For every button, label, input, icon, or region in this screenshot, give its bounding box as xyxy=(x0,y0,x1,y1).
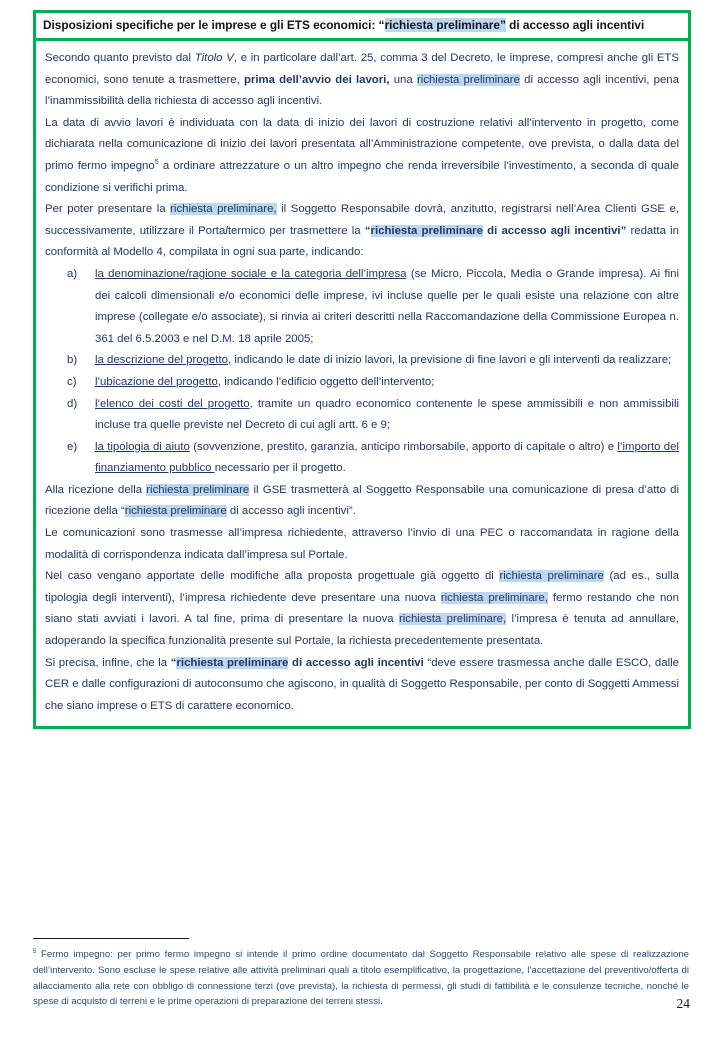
paragraph xyxy=(45,566,679,652)
text-segment: , indicando le date di inizio lavori, la previsione di fine lavori e gli interventi da realizzare; xyxy=(227,354,672,367)
list-marker: d) xyxy=(67,397,78,410)
highlighted-text: richiesta preliminare” xyxy=(384,18,506,32)
list-marker: a) xyxy=(67,267,78,280)
text-segment: “ xyxy=(170,656,177,669)
highlighted-text: richiesta preliminare xyxy=(146,483,250,496)
text-segment: “ xyxy=(364,224,371,237)
text-segment: necessario per il progetto. xyxy=(214,462,346,475)
text-segment: di accesso agli incentivi”. xyxy=(226,505,356,518)
text-segment: , e in particolare dall’art. 25, comma 3 del Decreto, le imprese, compresi anche gli ETS economici, sono tenute a trasmettere, xyxy=(45,52,679,86)
text-segment: l’importo del finanziamento pubblico xyxy=(95,440,679,475)
paragraph xyxy=(45,523,679,566)
text-segment: la tipologia di aiuto xyxy=(95,440,190,453)
text-segment: fermo restando che non siano stati avviati i lavori. A tal fine, prima di presentare la nuova xyxy=(45,591,679,626)
list-item xyxy=(67,372,679,394)
text-segment: Si precisa, infine, che la xyxy=(45,656,171,669)
text-segment: il GSE trasmetterà al Soggetto Responsabile una comunicazione di presa d’atto di ricezione della “ xyxy=(45,483,679,518)
paragraph xyxy=(45,653,679,718)
text-segment: di accesso agli incentivi xyxy=(505,18,645,32)
text-segment: Per poter presentare la xyxy=(45,203,171,216)
list-item xyxy=(67,394,679,437)
text-segment: (sovvenzione, prestito, garanzia, anticipo rimborsabile, apporto di capitale o altro) e xyxy=(189,440,618,453)
list-item-text xyxy=(95,437,679,480)
paragraph xyxy=(45,113,679,199)
list-item-text xyxy=(95,394,679,437)
list-item-text xyxy=(95,350,679,372)
text-segment: l xyxy=(225,224,228,237)
text-segment: La data di avvio lavori è individuata con la data di inizio dei lavori di costruzione relativi all’intervento in progetto, come dichiarata nella comunicazione di inizio dei lavori presentata all’Amministrazione competente, ove prevista, o dalla data del primo fermo impegno xyxy=(45,116,679,172)
text-segment: l’impresa è tenuta ad annullare, adoperando la specifica funzionalità presente sul Portale, la richiesta precedentemente presentata. xyxy=(45,613,679,648)
list-item xyxy=(67,264,679,350)
text-segment: “deve essere trasmessa anche dalle ESCO, dalle CER e dalle configurazioni di autoconsumo che agiscono, in qualità di Soggetto Responsabile, per conto di Soggetti Ammessi che siano imprese o ETS di carattere economico. xyxy=(45,656,679,712)
page-number: 24 xyxy=(676,996,690,1011)
text-segment: l’elenco dei costi del progetto xyxy=(95,397,250,410)
highlighted-text: richiesta preliminare xyxy=(416,73,520,86)
bordered-section xyxy=(33,10,691,729)
highlighted-text: richiesta preliminare xyxy=(124,505,227,518)
text-segment: (ad es., sulla tipologia degli interventi), l’impresa richiedente deve presentare una nuova xyxy=(45,570,679,604)
footnote xyxy=(33,947,689,1010)
text-segment: Disposizioni specifiche per le imprese e gli ETS economici: “ xyxy=(43,18,385,32)
footnote-separator xyxy=(33,938,189,939)
text-segment: Secondo quanto previsto dal xyxy=(45,52,195,64)
text-segment: la descrizione del progetto xyxy=(95,354,228,367)
text-segment: Nel caso vengano apportate delle modifiche alla proposta progettuale già oggetto di xyxy=(45,570,500,583)
list-item xyxy=(67,437,679,480)
text-segment: (se Micro, Piccola, Media o Grande impresa). Ai fini dei calcoli dimensionali e/o economici delle imprese, ivi incluse quelle per le quali esiste una relazione con altre imprese (collegate e/o associate), si rinvia ai criteri descritti nella Raccomandazione della Commissione Europea n. 361 del 6.5.2003 e nel D.M. 18 aprile 2005; xyxy=(95,267,679,345)
highlighted-text: richiesta preliminare xyxy=(176,656,289,669)
text-segment: l’ubicazione del progetto xyxy=(95,375,218,388)
text-segment: Le comunicazioni sono trasmesse all’impresa richiedente, attraverso l’invio di una PEC o raccomandata in ragione della modalità di corrispondenza indicata dall’impresa sul Portale. xyxy=(45,527,679,561)
highlighted-text: richiesta preliminare xyxy=(370,224,483,237)
text-segment: Alla ricezione della xyxy=(45,483,147,496)
text-segment: 5 xyxy=(154,159,159,167)
text-segment: redatta in conformità al Modello 4, compilata in ogni sua parte, indicando: xyxy=(45,224,679,259)
list-marker: b) xyxy=(67,354,78,367)
highlighted-text: richiesta preliminare, xyxy=(440,591,548,604)
paragraph xyxy=(45,480,679,523)
section-title xyxy=(36,13,688,41)
text-segment: di accesso agli incentivi, pena l’inammissibilità della richiesta di accesso agli incentivi. xyxy=(45,73,679,108)
paragraph xyxy=(45,199,679,264)
text-segment: la denominazione/ragione sociale e la categoria dell’impresa xyxy=(95,267,407,280)
highlighted-text: richiesta preliminare xyxy=(499,570,604,583)
list-marker: c) xyxy=(67,375,77,388)
highlighted-text: richiesta preliminare, xyxy=(170,203,277,216)
section-body xyxy=(36,41,688,726)
text-segment: , tramite un quadro economico contenente le spese ammissibili e non ammissibili incluse tra quelle previste nel Decreto di cui agli artt. 6 e 9; xyxy=(95,397,679,432)
text-segment: il Soggetto Responsabile dovrà, anzitutto, registrarsi nell’Area Clienti GSE e, successivamente, utilizzare il Porta xyxy=(45,203,679,237)
list-item xyxy=(67,350,679,372)
paragraph xyxy=(45,48,679,113)
list-item-text xyxy=(95,264,679,350)
text-segment: 5 xyxy=(33,948,37,955)
text-segment: Titolo V xyxy=(194,52,234,64)
text-segment: prima dell’avvio dei lavori, xyxy=(243,73,390,86)
text-segment: a ordinare attrezzature o un altro impegno che renda irreversibile l’investimento, a seconda di quale condizione si verifichi prima. xyxy=(45,159,679,194)
text-segment: , indicando l’edificio oggetto dell’intervento; xyxy=(217,375,435,388)
text-segment: di accesso agli incentivi” xyxy=(482,224,627,237)
text-segment: termico per trasmettere la xyxy=(227,224,365,237)
highlighted-text: richiesta preliminare, xyxy=(398,613,507,626)
text-segment: di accesso agli incentivi xyxy=(288,656,428,669)
list-item-text xyxy=(95,372,679,394)
list-marker: e) xyxy=(67,440,78,453)
text-segment: una xyxy=(389,73,417,86)
text-segment: Fermo impegno: per primo fermo impegno si intende il primo ordine documentato dal Soggetto Responsabile relativo alle spese di realizzazione dell’intervento. Sono escluse le spese relative alle attività preliminari quali a titolo esemplificativo, la progettazione, l’accettazione del preventivo/offerta di allacciamento alla rete con obbligo di connessione terzi (ove prevista), la richiesta di permessi, gli studi di fattibilità e le consulenze tecniche, nonché le spese di acquisto di terreni e le prime operazioni di preparazione dei terreni stessi. xyxy=(33,949,689,1008)
